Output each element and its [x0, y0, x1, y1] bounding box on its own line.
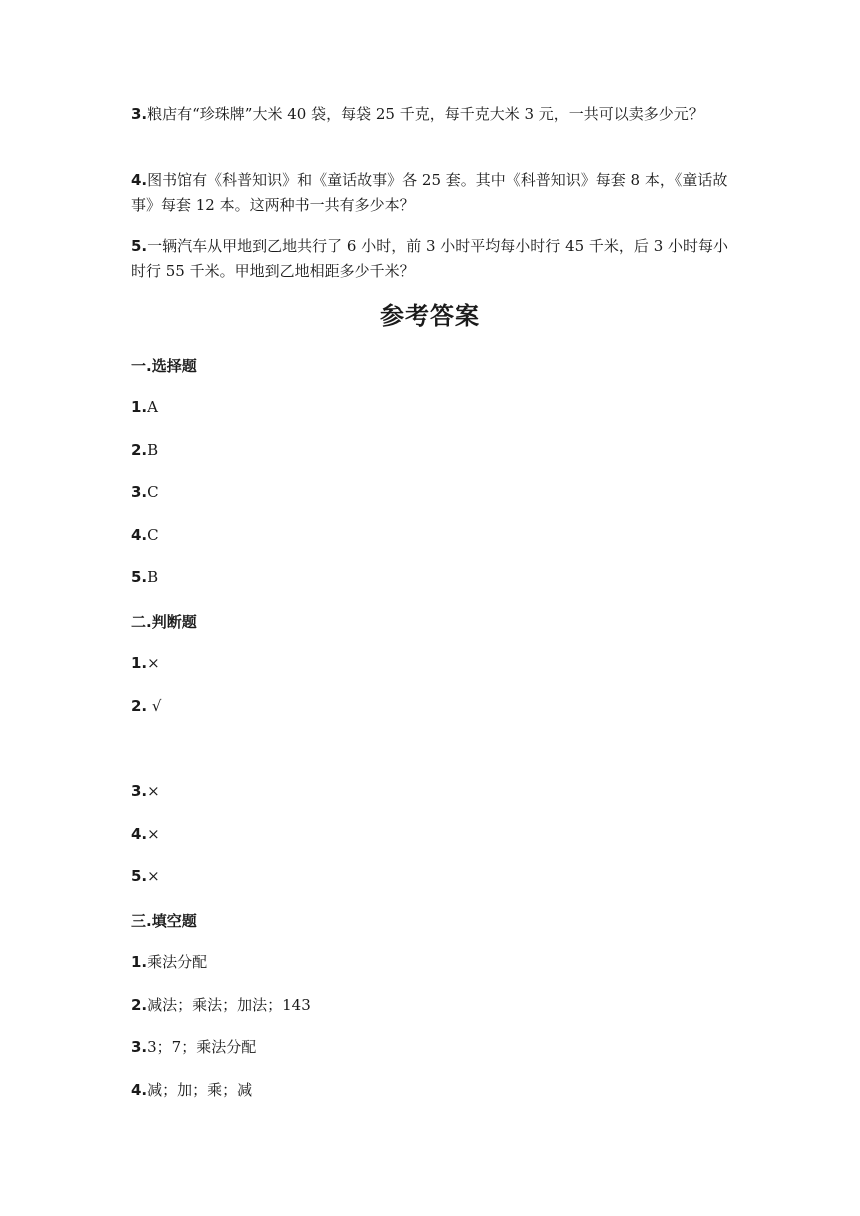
answer-text: A: [147, 398, 158, 416]
answer-number: 4.: [131, 1081, 148, 1099]
answer-number: 2.: [131, 441, 148, 459]
problem-text: 一辆汽车从甲地到乙地共行了 6 小时，前 3 小时平均每小时行 45 千米，后 3 小时每小时行 55 千米。甲地到乙地相距多少千米？: [131, 237, 729, 280]
answer-text: 减法；乘法；加法；143: [147, 996, 311, 1014]
problem-number: 3.: [131, 105, 148, 123]
word-problem-5: [131, 234, 731, 284]
answer-text: C: [147, 483, 159, 501]
answer-item: [131, 567, 158, 587]
answer-item: [131, 525, 159, 545]
answer-number: 1.: [131, 398, 148, 416]
answer-number: 5.: [131, 568, 148, 586]
answer-text: ×: [147, 825, 160, 843]
answer-text: 乘法分配: [147, 953, 208, 971]
answer-text: B: [147, 441, 159, 459]
answer-item: [131, 952, 207, 972]
problem-number: 4.: [131, 171, 148, 189]
problem-text: 粮店有“珍珠牌”大米 40 袋，每袋 25 千克，每千克大米 3 元，一共可以卖多少元？: [147, 105, 704, 123]
answer-number: 4.: [131, 825, 148, 843]
answer-item: [131, 1080, 252, 1100]
word-problem-4: [131, 168, 731, 218]
answer-item: [131, 824, 160, 844]
answer-number: 1.: [131, 953, 148, 971]
answer-key-title: 参考答案: [380, 302, 480, 330]
answer-text: √: [147, 697, 162, 715]
answer-text: ×: [147, 782, 160, 800]
answer-number: 3.: [131, 483, 148, 501]
answer-number: 4.: [131, 526, 148, 544]
answer-number: 2.: [131, 697, 148, 715]
answer-text: ×: [147, 654, 160, 672]
answer-number: 2.: [131, 996, 148, 1014]
answer-item: [131, 482, 159, 502]
answer-item: [131, 781, 160, 801]
section-title-judgement: 二.判断题: [131, 613, 197, 631]
answer-item: [131, 696, 161, 716]
answer-number: 3.: [131, 1038, 148, 1056]
section-title-choice: 一.选择题: [131, 357, 197, 375]
answer-text: 3；7；乘法分配: [147, 1038, 257, 1056]
answer-text: ×: [147, 867, 160, 885]
answer-text: C: [147, 526, 159, 544]
answer-item: [131, 397, 158, 417]
problem-number: 5.: [131, 237, 148, 255]
answer-item: [131, 440, 158, 460]
answer-item: [131, 653, 160, 673]
answer-number: 3.: [131, 782, 148, 800]
answer-item: [131, 995, 311, 1015]
section-title-fill-blank: 三.填空题: [131, 912, 197, 930]
answer-number: 5.: [131, 867, 148, 885]
answer-text: 减；加；乘；减: [147, 1081, 253, 1099]
answer-item: [131, 866, 160, 886]
word-problem-3: [131, 102, 731, 127]
answer-number: 1.: [131, 654, 148, 672]
answer-item: [131, 1037, 256, 1057]
problem-text: 图书馆有《科普知识》和《童话故事》各 25 套。其中《科普知识》每套 8 本，《童话故事》每套 12 本。这两种书一共有多少本？: [131, 171, 728, 214]
answer-text: B: [147, 568, 159, 586]
